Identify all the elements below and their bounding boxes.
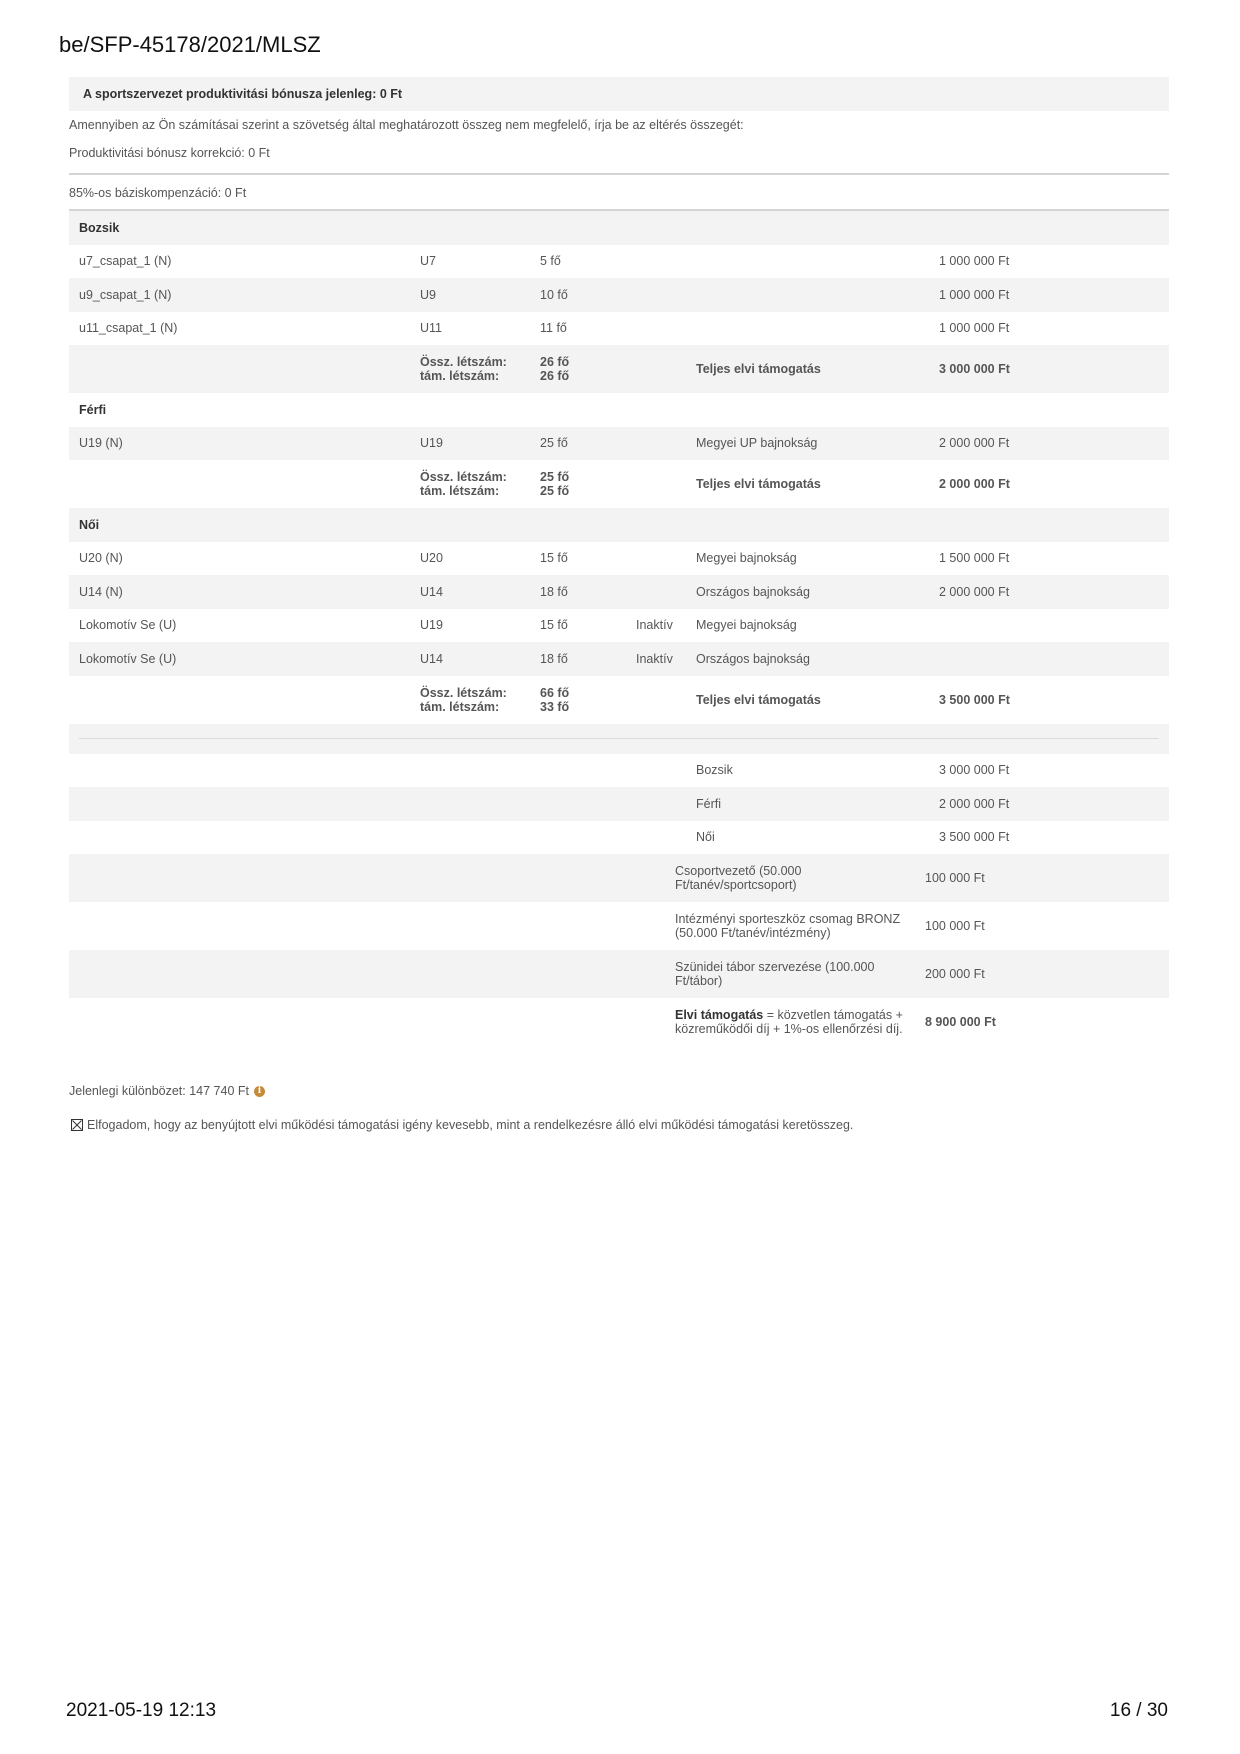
team-name: u7_csapat_1 (N) — [79, 254, 172, 269]
sum-value: 25 fő — [540, 470, 570, 484]
group-header — [69, 211, 1169, 245]
age-group: U14 — [410, 642, 530, 676]
summary-label: Bozsik — [696, 763, 733, 778]
bonus-instruction: Amennyiben az Ön számításai szerint a szövetség által meghatározott összeg nem megfelelő, írja be az eltérés összegét: — [69, 118, 744, 132]
summary-amount: 2 000 000 Ft — [929, 787, 1169, 821]
document-id: be/SFP-45178/2021/MLSZ — [59, 32, 321, 57]
age-group: U14 — [410, 575, 530, 609]
headcount: 18 fő — [530, 575, 626, 609]
checkbox-checked-icon[interactable] — [71, 1119, 83, 1131]
summary-label: Férfi — [686, 787, 929, 821]
spacer-cell — [69, 821, 686, 855]
group-total-row — [69, 676, 1169, 724]
status — [626, 245, 686, 279]
status — [626, 575, 686, 609]
acceptance — [71, 1118, 853, 1132]
spacer-cell — [69, 950, 675, 998]
group-name: Férfi — [79, 402, 107, 417]
status — [626, 312, 686, 346]
team-name: Lokomotív Se (U) — [69, 642, 410, 676]
spacer-cell — [69, 854, 675, 902]
extra-amount: 100 000 Ft — [925, 854, 1169, 902]
total-labels — [410, 345, 530, 393]
headcount: 5 fő — [540, 254, 561, 269]
status — [626, 427, 686, 461]
team-name: Lokomotív Se (U) — [79, 618, 177, 633]
total-values — [530, 676, 626, 724]
league — [686, 278, 929, 312]
spacer-cell — [626, 345, 686, 393]
tam-label: tám. létszám: — [420, 699, 500, 714]
amount: 1 000 000 Ft — [939, 321, 1010, 336]
league: Országos bajnokság — [686, 575, 929, 609]
grand-total-label-rest: = közvetlen támogatás + közreműködői díj + 1%-os ellenőrzési díj. — [675, 1008, 903, 1036]
team-name: U19 (N) — [69, 427, 410, 461]
extra-amount: 100 000 Ft — [925, 919, 985, 933]
amount: 1 500 000 Ft — [939, 551, 1010, 566]
extra-label: Intézményi sporteszköz csomag BRONZ (50.000 Ft/tanév/intézmény) — [675, 912, 901, 940]
acceptance-text: Elfogadom, hogy az benyújtott elvi működési támogatási igény kevesebb, mint a rendelkezésre álló elvi működési támogatási keretösszeg. — [87, 1118, 854, 1132]
table-row — [69, 312, 1169, 346]
headcount: 25 fő — [530, 427, 626, 461]
base-compensation: 85%-os báziskompenzáció: 0 Ft — [69, 186, 247, 200]
age-group: U19 — [420, 618, 443, 633]
amount: 1 000 000 Ft — [929, 278, 1169, 312]
table-row — [69, 245, 1169, 279]
age-group: U7 — [420, 254, 436, 269]
spacer-cell — [69, 998, 675, 1046]
headcount: 10 fő — [530, 278, 626, 312]
group-header — [69, 508, 1169, 542]
group-header — [69, 393, 1169, 427]
table-row — [69, 278, 1169, 312]
grand-total-label — [675, 998, 925, 1046]
status: Inaktív — [636, 618, 673, 633]
table-row — [69, 542, 1169, 576]
extra-label: Csoportvezető (50.000 Ft/tanév/sportcsoport) — [675, 854, 925, 902]
league — [686, 245, 929, 279]
headcount: 18 fő — [530, 642, 626, 676]
spacer-cell — [626, 460, 686, 508]
status — [626, 278, 686, 312]
table-row — [69, 642, 1169, 676]
total-label: Teljes elvi támogatás — [696, 692, 821, 707]
total-amount: 3 000 000 Ft — [929, 345, 1169, 393]
status: Inaktív — [626, 642, 686, 676]
status — [626, 542, 686, 576]
tam-label: tám. létszám: — [420, 484, 500, 498]
spacer-cell — [69, 754, 686, 788]
footer-datetime: 2021-05-19 12:13 — [66, 1700, 217, 1721]
table-row — [69, 575, 1169, 609]
sum-label: Össz. létszám: — [420, 685, 507, 700]
spacer-cell — [69, 676, 410, 724]
summary-row — [69, 754, 1169, 788]
group-total-row — [69, 345, 1169, 393]
group-total-row — [69, 460, 1169, 508]
spacer-cell — [69, 902, 675, 950]
sum-value: 66 fő — [540, 685, 570, 700]
league — [686, 312, 929, 346]
league: Megyei bajnokság — [696, 618, 797, 633]
age-group: U9 — [410, 278, 530, 312]
extras-table — [69, 854, 1169, 1046]
tam-value: 25 fő — [540, 484, 570, 498]
headcount: 15 fő — [540, 618, 568, 633]
total-values — [530, 345, 626, 393]
summary-row — [69, 821, 1169, 855]
amount: 2 000 000 Ft — [929, 427, 1169, 461]
amount — [929, 609, 1169, 643]
extra-row — [69, 902, 1169, 950]
spacer-cell — [69, 787, 686, 821]
summary-row — [69, 787, 1169, 821]
page-number: 16 / 30 — [1109, 1700, 1168, 1721]
group-name: Női — [69, 508, 1169, 542]
sum-value: 26 fő — [540, 355, 570, 369]
divider — [79, 738, 1159, 739]
tam-value: 33 fő — [540, 699, 570, 714]
grand-total-row — [69, 998, 1169, 1046]
league: Megyei UP bajnokság — [686, 427, 929, 461]
total-amount: 3 500 000 Ft — [939, 692, 1010, 707]
grand-total-amount: 8 900 000 Ft — [925, 1015, 996, 1029]
sum-label: Össz. létszám: — [420, 470, 507, 484]
summary-amount: 3 000 000 Ft — [939, 763, 1010, 778]
team-name: u9_csapat_1 (N) — [69, 278, 410, 312]
tam-label: tám. létszám: — [420, 369, 500, 383]
table-row — [69, 609, 1169, 643]
age-group: U11 — [420, 321, 443, 336]
extra-amount: 200 000 Ft — [925, 950, 1169, 998]
total-labels — [410, 460, 530, 508]
spacer-cell — [69, 345, 410, 393]
bonus-heading: A sportszervezet produktivitási bónusza jelenleg: 0 Ft — [69, 77, 1169, 111]
grand-total-label-bold: Elvi támogatás — [675, 1008, 764, 1022]
extra-row — [69, 854, 1169, 902]
extra-row — [69, 950, 1169, 998]
headcount: 15 fő — [540, 551, 568, 566]
headcount: 11 fő — [540, 321, 567, 336]
difference — [69, 1084, 265, 1098]
age-group: U20 — [420, 551, 443, 566]
total-values — [530, 460, 626, 508]
summary-label: Női — [696, 830, 715, 845]
extra-label: Szünidei tábor szervezése (100.000 Ft/tábor) — [675, 950, 925, 998]
total-label: Teljes elvi támogatás — [686, 345, 929, 393]
total-amount: 2 000 000 Ft — [939, 477, 1010, 491]
team-name: U14 (N) — [69, 575, 410, 609]
spacer-cell — [69, 724, 1169, 754]
summary-amount: 3 500 000 Ft — [939, 830, 1010, 845]
team-table — [69, 211, 1169, 854]
team-name: u11_csapat_1 (N) — [79, 321, 178, 336]
support-summary — [69, 77, 1169, 1046]
info-icon[interactable]: i — [254, 1086, 265, 1097]
divider — [69, 173, 1169, 175]
sum-label: Össz. létszám: — [420, 355, 507, 369]
bonus-correction: Produktivitási bónusz korrekció: 0 Ft — [69, 146, 270, 160]
age-group: U19 — [410, 427, 530, 461]
total-label: Teljes elvi támogatás — [696, 477, 821, 491]
total-labels — [410, 676, 530, 724]
amount — [929, 642, 1169, 676]
league: Megyei bajnokság — [696, 551, 797, 566]
league: Országos bajnokság — [686, 642, 929, 676]
spacer-cell — [69, 460, 410, 508]
team-name: U20 (N) — [79, 551, 123, 566]
difference-text: Jelenlegi különbözet: 147 740 Ft — [69, 1084, 249, 1098]
table-row — [69, 427, 1169, 461]
amount: 1 000 000 Ft — [939, 254, 1010, 269]
tam-value: 26 fő — [540, 369, 570, 383]
amount: 2 000 000 Ft — [929, 575, 1169, 609]
spacer-cell — [626, 676, 686, 724]
summary-spacer — [69, 724, 1169, 754]
group-name: Bozsik — [69, 211, 1169, 245]
